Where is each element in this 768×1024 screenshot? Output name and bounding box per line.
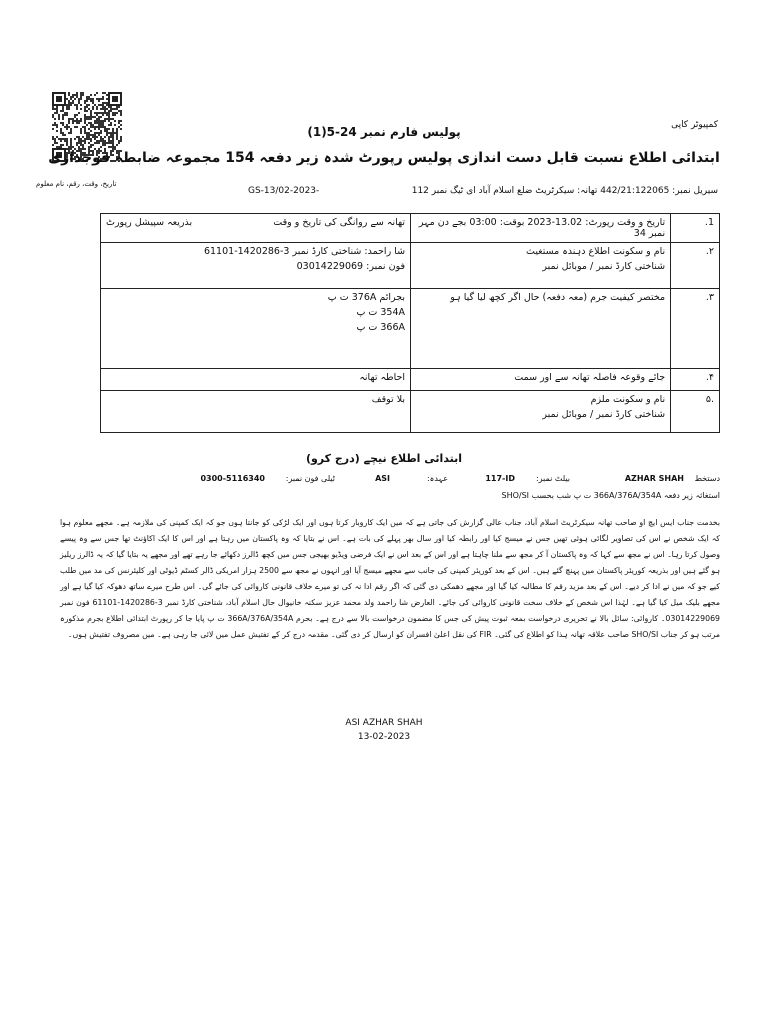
label-line: نام و سکونت ملزم [590, 394, 666, 405]
officer-line [200, 474, 720, 488]
phone-label: ٹیلی فون نمبر: [285, 474, 335, 483]
label-line: شناختی کارڈ نمبر / موبائل نمبر [542, 409, 666, 420]
table-row [101, 391, 720, 433]
officer-rank: ASI [375, 474, 390, 483]
offence-sections [101, 289, 411, 369]
row-number: 1. [671, 214, 720, 243]
table-row [101, 289, 720, 369]
gs-reference: GS-13/02-2023- [248, 186, 320, 196]
section-line: 354A ت پ [356, 307, 406, 318]
report-datetime: تاریخ و وقت رپورٹ: 13.02-2023 بوقت: 03:00 بجے دن مہر نمبر 34 [411, 214, 671, 243]
accused-label [411, 391, 671, 433]
section-line: بجرائم 376A ت پ [327, 292, 406, 303]
departure-label: تھانہ سے روانگی کی تاریخ و وقت [273, 217, 406, 228]
row-number: ۳. [671, 289, 720, 369]
page-title: ابتدائی اطلاع نسبت قابل دست اندازی پولیس رپورٹ شدہ زیر دفعہ 154 مجموعہ ضابطہ فوجداری [48, 150, 720, 166]
complainant-cnic: شا راحمد: شناختی کارڈ نمبر 3-1420286-61101 [203, 246, 406, 257]
accused-value: بلا توقف [101, 391, 411, 433]
departure-cell [101, 214, 411, 243]
label-line: نام و سکونت اطلاع دہندہ مستغیث [525, 246, 666, 257]
offence-label: مختصر کیفیت جرم (معہ دفعہ) حال اگر کچھ لیا گیا ہو [411, 289, 671, 369]
section-heading: ابتدائی اطلاع نیچے (درج کرو) [305, 452, 463, 465]
table-row [101, 369, 720, 391]
complainant-phone: فون نمبر: 03014229069 [296, 261, 406, 272]
narrative-text: بخدمت جناب ایس ایچ او صاحب تھانہ سیکرٹریٹ اسلام آباد، جناب عالی گزارش کی جاتی ہے کہ میں ایک کاروبار کرتا ہوں اور ایک لڑکی کو جانتا ہوں جو کہ ایک کمپنی کی ملازمہ ہے۔ مجھے معلوم ہوا کہ ایک شخص نے اس کی تصاویر لگائی ہوئی تھیں جس نے میسج کیا اور رابطہ کیا اور سال بھر پہلے کی بات ہے۔ اس نے بتایا کہ وہ پاکستان میں رہتا ہے اور اس کا ایک اکاؤنٹ تھا جس سے وہ پیسے وصول کرتا رہا۔ اس نے مجھ سے کہا کہ وہ پاکستان آ کر مجھ سے ملنا چاہتا ہے اور اس کے بعد اس نے ایک فرضی ویڈیو بھیجی جس میں کچھ ڈالرز دکھائے جا رہے تھے اور مجھے یہ بتایا گیا کہ یہ ڈالرز ریلیز ہو گئے ہیں اور بذریعہ کوریئر پاکستان میں پہنچ گئے ہیں۔ اس کے بعد کوریئر کمپنی کی جانب سے مجھے میسج آیا اور انہوں نے مجھ سے 2500 ہزار امریکی ڈالر کسٹم ڈیوٹی اور کلیئرنس کی مد میں طلب کیے جو کہ میں نے ادا کر دیے۔ اس کے بعد مزید رقم کا مطالبہ کیا گیا اور مجھے دھمکی دی گئی کہ اگر رقم ادا نہ کی تو میرے خلاف قانونی کاروائی کی جائے گی۔ اس طرح میرے ساتھ دھوکہ کیا گیا ہے اور مجھے بلیک میل کیا گیا ہے۔ لہٰذا اس شخص کے خلاف سخت قانونی کاروائی کی جائے۔ العارض شا راحمد ولد محمد عزیز سکنہ خانیوال حال اسلام آباد، شناختی کارڈ نمبر 3-1420286-61101 فون نمبر 03014229069۔ کاروائی: سائل بالا نے تحریری درخواست بمعہ ثبوت پیش کی جس کا مضمون درخواست بالا سے درج ہے۔ بحرم 366A/376A/354A ت پ پایا جا کر رپورٹ ابتدائی اطلاع بجرم مذکورہ مرتب ہو کر جناب SHO/SI صاحب علاقہ تھانہ ہذا کو اطلاع کی گئی۔ FIR کی نقل اعلیٰ افسران کو ارسال کر دی گئی۔ مقدمہ درج کر کے تفتیش عمل میں لائی جا رہی ہے۔ میں مصروف تفتیش ہوں۔ [60, 518, 720, 639]
fir-form-table [100, 213, 720, 433]
qr-caption: تاریخ، وقت، رقم، نام معلوم [36, 180, 117, 188]
serial-number: سیریل نمبر: 442/21:122065 تھانہ: سیکرٹریٹ ضلع اسلام آباد ای ٹیگ نمبر 112 [411, 186, 718, 196]
row-number: ۲. [671, 243, 720, 289]
signature-name: ASI AZHAR SHAH [345, 718, 423, 728]
sign-label: دستخط [694, 474, 720, 483]
officer-name: AZHAR SHAH [624, 474, 684, 483]
special-report: بذریعہ سپیشل رپورٹ [106, 217, 193, 228]
complainant-value [101, 243, 411, 289]
row-number: .۵ [671, 391, 720, 433]
complainant-label [411, 243, 671, 289]
copy-label: کمپیوٹر کاپی [671, 120, 718, 130]
belt-label: بیلٹ نمبر: [535, 474, 570, 483]
table-row [101, 243, 720, 289]
signature-date: 13-02-2023 [357, 732, 411, 742]
section-line: 366A ت پ [356, 322, 406, 333]
row-number: ۴. [671, 369, 720, 391]
label-line: شناختی کارڈ نمبر / موبائل نمبر [542, 261, 666, 272]
table-row [101, 214, 720, 243]
form-number: پولیس فارم نمبر 24-5(1) [307, 125, 461, 139]
sections-line: استغاثہ زیر دفعہ 366A/376A/354A ت پ شب بحسب SHO/SI [501, 491, 720, 500]
rank-label: عہدہ: [426, 474, 448, 483]
place-value: احاطہ تھانہ [101, 369, 411, 391]
place-label: جائے وقوعہ فاصلہ تھانہ سے اور سمت [411, 369, 671, 391]
belt-number: 117-ID [485, 474, 515, 483]
officer-phone: 0300-5116340 [200, 474, 265, 483]
